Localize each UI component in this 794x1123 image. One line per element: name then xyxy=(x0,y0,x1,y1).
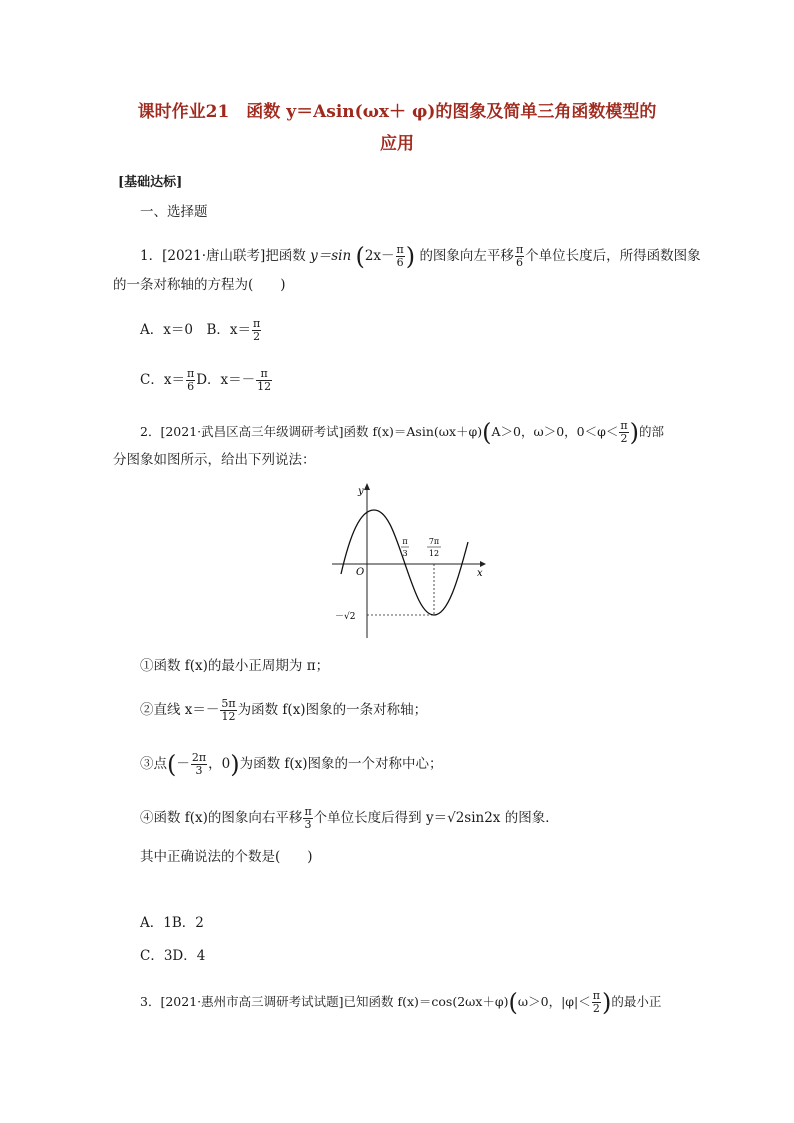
y-min-label: －√2 xyxy=(335,612,356,622)
fraction: $\frac{\pi}{6}$ xyxy=(186,367,195,393)
section-label: [基础达标] xyxy=(118,175,183,190)
tick-7pi-over-12-num: 7π xyxy=(428,537,440,546)
tick-pi-over-3-num: π xyxy=(402,537,408,546)
fraction: $\frac{\pi}{6}$ xyxy=(515,243,524,269)
question-2-options-ab: A．1B．2 xyxy=(140,915,204,931)
question-1-options-cd: C．x＝ $\frac{\pi}{6}$ D．x＝－ $\frac{\pi}{12}$ xyxy=(140,367,272,393)
question-1-options-ab: A．x＝0 B．x＝ $\frac{\pi}{2}$ xyxy=(140,317,261,343)
fraction: $\frac{\pi}{2}$ xyxy=(620,419,628,445)
question-2-line-1: 2．[2021·武昌区高三年级调研考试]函数 f(x)＝Asin(ωx＋φ)(A＞0，ω＞0，0＜φ＜ $\frac{\pi}{2}$ )的部 xyxy=(140,418,664,447)
statement-2: ②直线 x＝－ $\frac{5\pi}{12}$ 为函数 f(x)图象的一条对称轴； xyxy=(140,697,428,723)
y-axis-label: y xyxy=(358,486,364,497)
question-2-ask: 其中正确说法的个数是( ) xyxy=(140,849,313,865)
fraction: $\frac{\pi}{2}$ xyxy=(592,989,600,1015)
question-3-line-1: 3．[2021·惠州市高三调研考试试题]已知函数 f(x)＝cos(2ωx＋φ)(ω＞0，|φ|＜ $\frac{\pi}{2}$ )的最小正 xyxy=(140,988,662,1017)
question-1-line-1: 1．[2021·唐山联考]把函数 y＝sin (2x－ $\frac{\pi}{6}$ ) 的图象向左平移 $\frac{\pi}{6}$ 个单位长度后，所得函数图象 xyxy=(140,242,701,271)
y-axis-arrow xyxy=(364,483,370,490)
title-line-2: 应用 xyxy=(380,134,414,154)
question-2-line-2: 分图象如图所示，给出下列说法： xyxy=(113,452,316,468)
statement-4: ④函数 f(x)的图象向右平移 $\frac{\pi}{3}$ 个单位长度后得到 y＝√2sin2x 的图象． xyxy=(140,805,559,831)
x-axis-arrow xyxy=(480,561,486,567)
tick-7pi-over-12-den: 12 xyxy=(428,549,440,558)
title-line-1: 课时作业21 函数 y＝Asin(ωx＋ φ)的图象及简单三角函数模型的 xyxy=(137,102,657,122)
fraction: $\frac{2\pi}{3}$ xyxy=(191,751,207,777)
fraction: $\frac{\pi}{12}$ xyxy=(257,367,272,393)
statement-1: ①函数 f(x)的最小正周期为 π； xyxy=(140,658,330,674)
statement-3: ③点(－ $\frac{2\pi}{3}$ ，0)为函数 f(x)图象的一个对称中心； xyxy=(140,750,443,779)
section-part: 一、选择题 xyxy=(140,204,208,220)
x-axis-label: x xyxy=(477,568,483,579)
fraction: $\frac{\pi}{6}$ xyxy=(396,243,404,269)
fraction: $\frac{\pi}{2}$ xyxy=(253,317,261,343)
question-2-options-cd: C．3D．4 xyxy=(140,948,206,964)
fraction: $\frac{\pi}{3}$ xyxy=(304,805,312,831)
function-graph xyxy=(330,480,495,640)
origin-label: O xyxy=(356,567,365,578)
page-title xyxy=(100,96,694,160)
question-1-line-2: 的一条对称轴的方程为( ) xyxy=(113,277,286,293)
fraction: $\frac{5\pi}{12}$ xyxy=(221,697,236,723)
sine-curve xyxy=(341,510,468,615)
tick-pi-over-3-den: 3 xyxy=(402,549,408,558)
